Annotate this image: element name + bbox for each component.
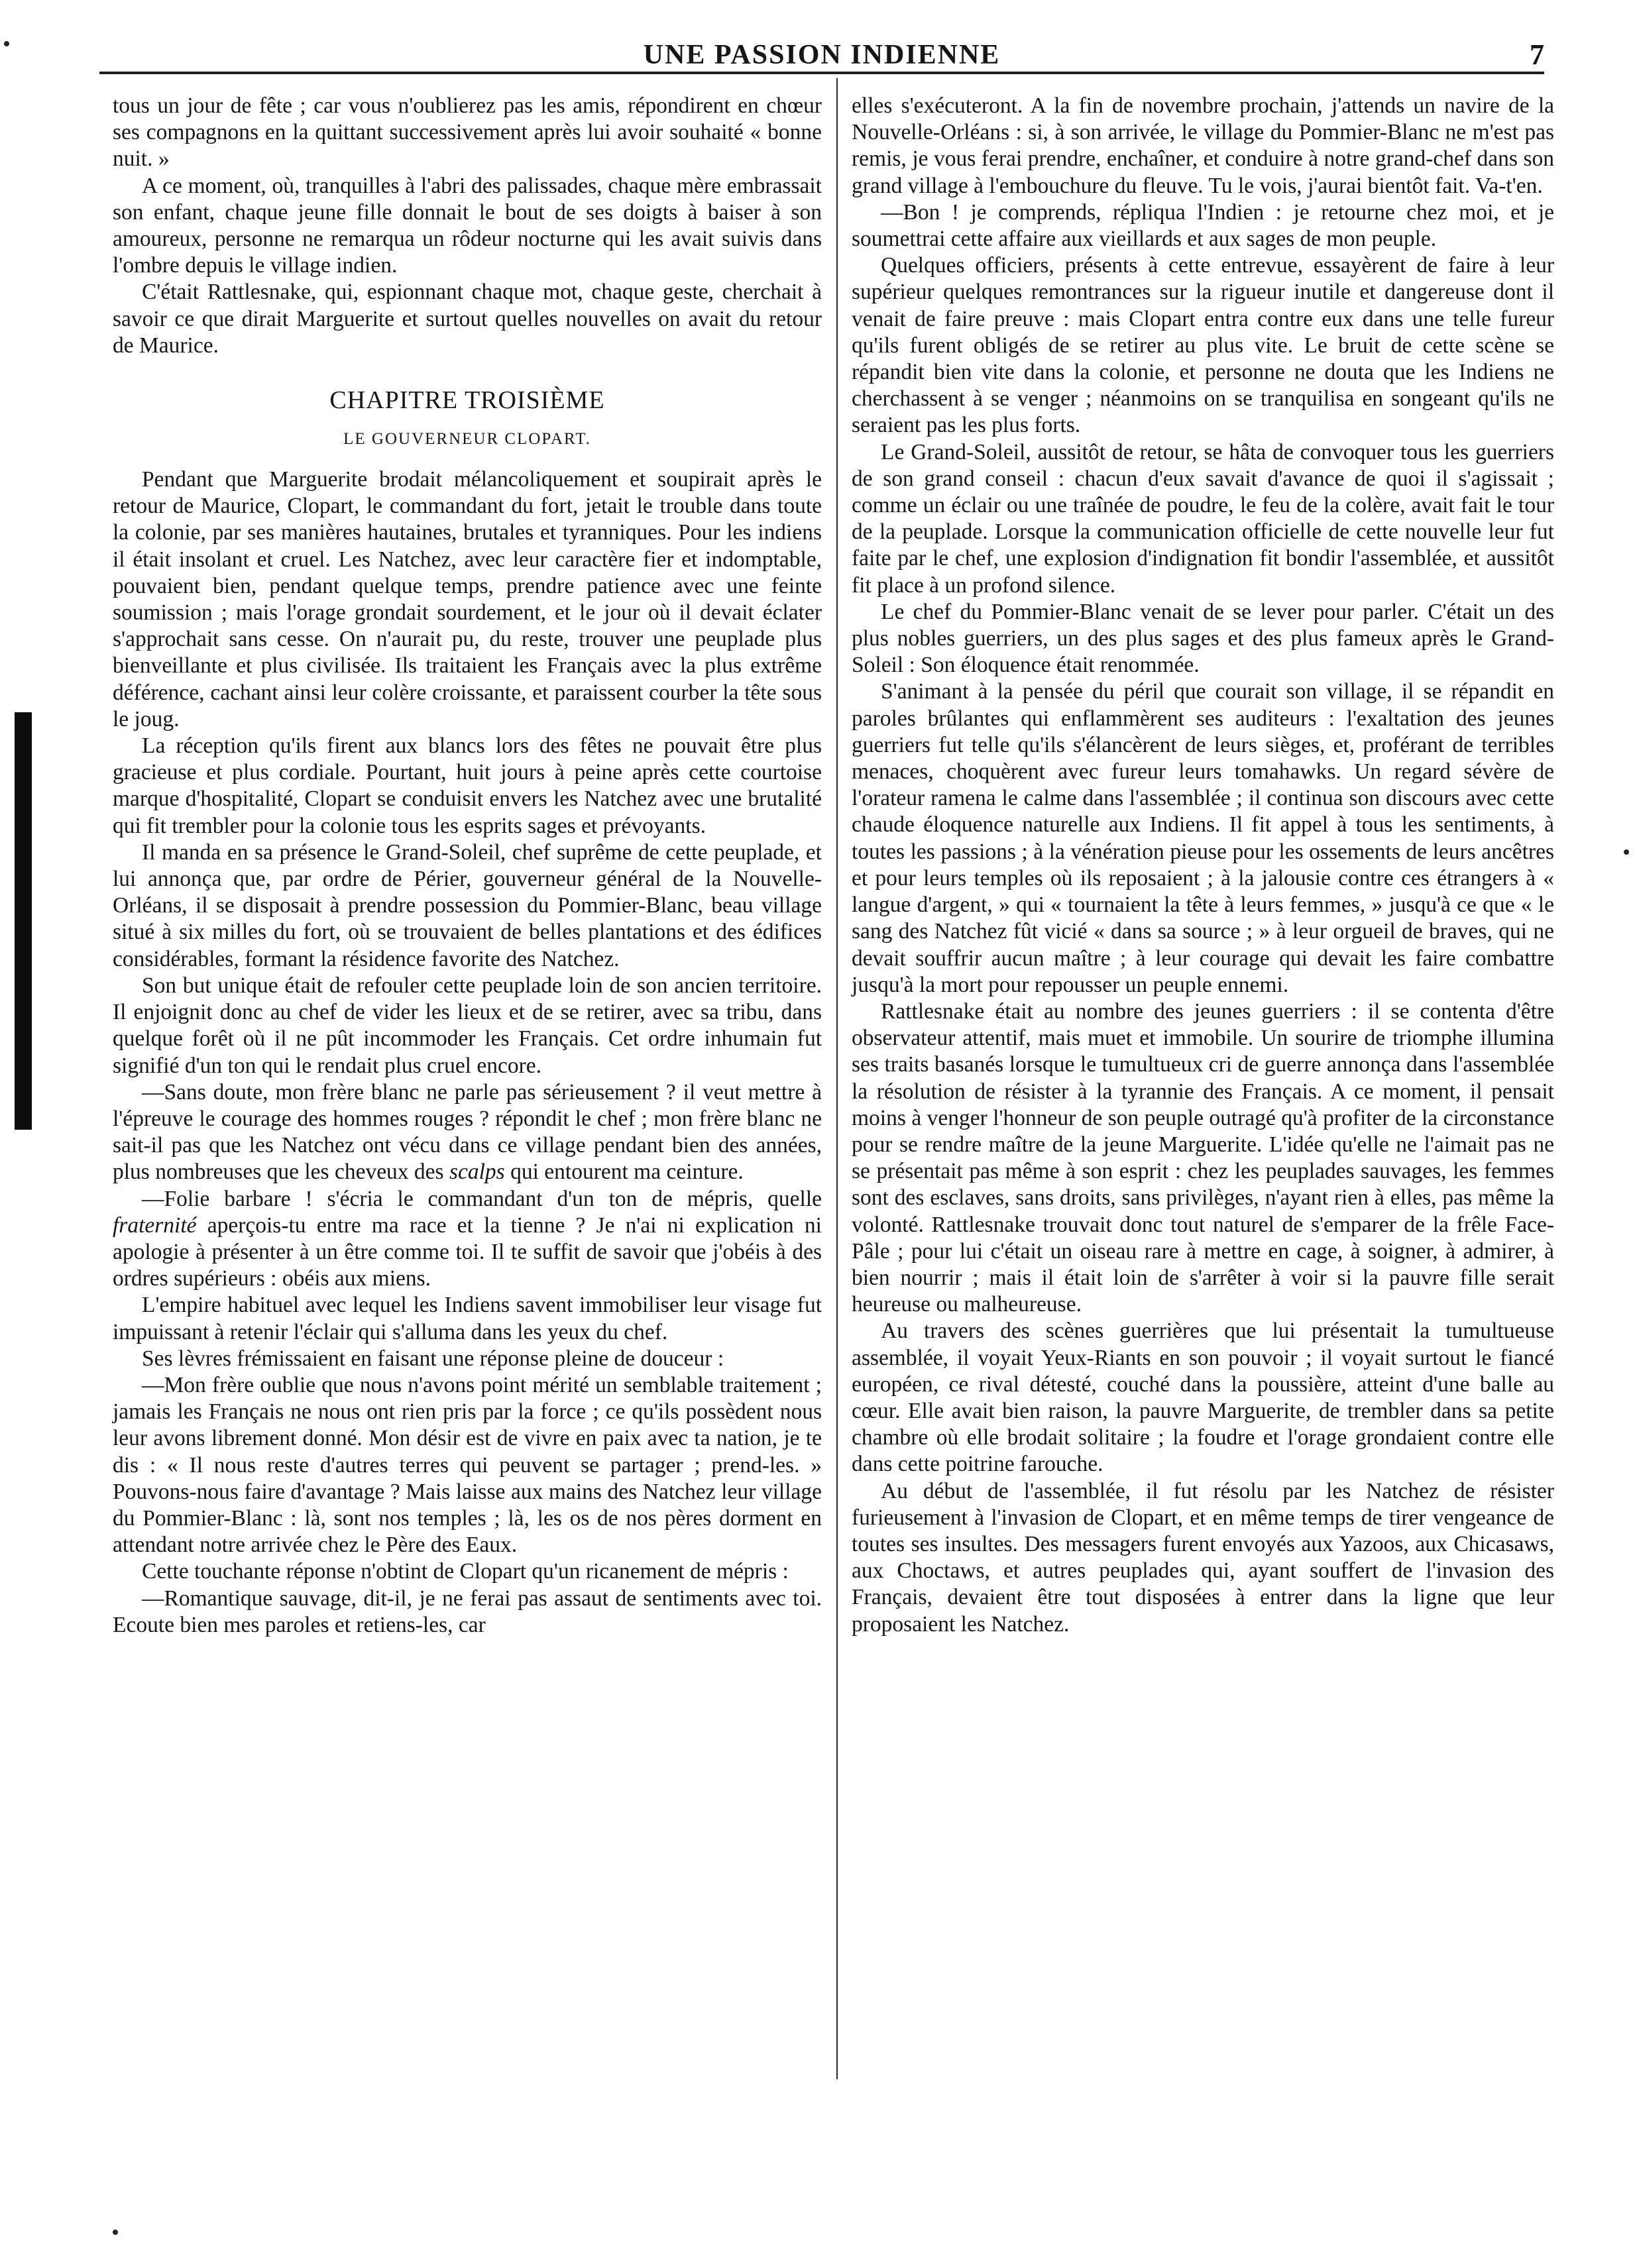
paragraph-text: —Bon ! je comprends, répliqua l'Indien : je retourne chez moi, et je soumettrai cette affaire aux vieillards et aux sages de mon peuple. <box>852 199 1554 252</box>
paragraph-text: —Mon frère oublie que nous n'avons point mérité un semblable traitement ; jamais les Français ne nous ont rien pris par la force ; ce qu'ils possèdent nous leur avons librement donné. Mon désir est de vivre en paix avec ta nation, je te dis : « Il nous reste d'autres terres qui peuvent se partager ; prend-les. » Pouvons-nous faire d'avantage ? Mais laisse aux mains des Natchez leur village du Pommier-Blanc : là, sont nos temples ; là, les os de nos pères dorment en attendant notre arrivée chez le Père des Eaux. <box>113 1372 822 1558</box>
paragraph <box>113 1558 822 1585</box>
page-number: 7 <box>1530 38 1544 71</box>
paragraph-text: qui entourent ma ceinture. <box>504 1160 744 1185</box>
paragraph <box>852 999 1554 1318</box>
left-column <box>113 93 822 1639</box>
italic-word: scalps <box>449 1160 505 1185</box>
paragraph-text: elles s'exécuteront. A la fin de novembre prochain, j'attends un navire de la Nouvelle-Orléans : si, à son arrivée, le village du Pommier-Blanc ne m'est pas remis, je vous ferai prendre, enchaîner, et conduire à notre grand-chef dans son grand village à l'embouchure du fleuve. Tu le vois, j'aurai bientôt fait. Va-t'en. <box>852 93 1554 198</box>
paragraph <box>113 1186 822 1293</box>
running-title: UNE PASSION INDIENNE <box>643 40 1001 70</box>
paragraph-text: Il manda en sa présence le Grand-Soleil, chef suprême de cette peuplade, et lui annonça que, par ordre de Périer, gouverneur général de la Nouvelle-Orléans, il se disposait à prendre possession du Pommier-Blanc, beau village situé à six milles du fort, où se trouvaient de belles plantations et des édifices considérables, formant la résidence favorite des Natchez. <box>113 839 822 971</box>
paragraph-text: Le chef du Pommier-Blanc venait de se lever pour parler. C'était un des plus nobles guerriers, un des plus sages et des plus fameux après le Grand-Soleil : Son éloquence était renommée. <box>852 599 1554 678</box>
paragraph-text: Rattlesnake était au nombre des jeunes guerriers : il se contenta d'être observateur attentif, mais muet et immobile. Un sourire de triomphe illumina ses traits basanés lorsque le tumultueux cri de guerre annonça dans l'assemblée la résolution de résister à la tyrannie des Français. A ce moment, il pensait moins à venger l'honneur de son peuple outragé qu'à profiter de la circonstance pour se rendre maître de la jeune Marguerite. L'idée qu'elle ne l'aimait pas ne se présentait pas même à son esprit : chez les peuplades sauvages, les femmes sont des esclaves, sans droits, sans privilèges, n'ayant rien à elles, pas même la volonté. Rattlesnake trouvait donc tout naturel de s'emparer de la frêle Face-Pâle ; pour lui c'était un oiseau rare à mettre en cage, à soigner, à admirer, à bien nourrir ; mais il était loin de s'arrêter à voir si la pauvre fille serait heureuse ou malheureuse. <box>852 999 1554 1317</box>
paragraph <box>113 466 822 733</box>
left-paragraphs-after <box>113 466 822 1639</box>
paragraph <box>113 733 822 839</box>
italic-word: fraternité <box>113 1213 197 1238</box>
paragraph-text: —Romantique sauvage, dit-il, je ne ferai pas assaut de sentiments avec toi. Ecoute bien mes paroles et retiens-les, car <box>113 1586 822 1637</box>
paragraph <box>852 1478 1554 1638</box>
right-column <box>852 93 1554 1638</box>
paragraph <box>852 93 1554 199</box>
paragraph-text: Au travers des scènes guerrières que lui présentait la tumultueuse assemblée, il voyait Yeux-Riants en son pouvoir ; il voyait surtout le fiancé européen, ce rival détesté, couché dans la poussière, atteint d'une balle au cœur. Elle avait bien raison, la pauvre Marguerite, de trembler dans sa petite chambre où elle brodait solitaire ; la foudre et l'orage grondaient contre elle dans cette poitrine farouche. <box>852 1319 1554 1477</box>
chapter-subtitle: LE GOUVERNEUR CLOPART. <box>343 430 591 449</box>
margin-speck <box>113 2230 118 2235</box>
paragraph <box>113 973 822 1079</box>
paragraph-text: S'animant à la pensée du péril que courait son village, il se répandit en paroles brûlantes qui enflammèrent ses auditeurs : l'exaltation des jeunes guerriers fut telle qu'ils s'élancèrent de leurs sièges, et, proférant de terribles menaces, choquèrent avec fureur leurs tomahawks. Un regard sévère de l'orateur ramena le calme dans l'assemblée ; il continua son discours avec cette chaude éloquence naturelle aux Indiens. Il fit appel à tous les sentiments, à toutes les passions ; à la vénération pieuse pour les ossements de leurs ancêtres et pour leurs temples où ils reposaient ; à la jalousie contre ces étrangers à « langue d'argent, » qui « tournaient la tête à leurs femmes, » jusqu'à ce que « le sang des Natchez fût vicié « dans sa source ; » à leur orgueil de braves, qui ne devait souffrir aucun maître ; à leur courage qui devait les faire combattre jusqu'à la mort pour repousser un peuple ennemi. <box>852 679 1554 997</box>
paragraph <box>852 439 1554 599</box>
paragraph-text: Quelques officiers, présents à cette entrevue, essayèrent de faire à leur supérieur quelques remontrances sur la rigueur inutile et dangereuse dont il venait de faire preuve : mais Clopart entra contre eux dans une telle fureur qu'ils furent obligés de se retirer au plus vite. Le bruit de cette scène se répandit bien vite dans la colonie, et personne ne douta que les Indiens ne cherchassent à se venger ; néanmoins on se tranquilisa en songeant qu'ils ne seraient pas les plus forts. <box>852 253 1554 438</box>
paragraph <box>113 839 822 973</box>
paragraph-text: Au début de l'assemblée, il fut résolu par les Natchez de résister furieusement à l'invasion de Clopart, et en même temps de tirer vengeance de toutes ses insultes. Des messagers furent envoyés aux Yazoos, aux Chicasaws, aux Choctaws, et autres peuplades qui, ayant souffert de l'invasion des Français, devaient être tout disposées à entrer dans la ligne que leur proposaient les Natchez. <box>852 1478 1554 1637</box>
paragraph-text: —Sans doute, mon frère blanc ne parle pas sérieusement ? il veut mettre à l'épreuve le courage des hommes rouges ? répondit le chef ; mon frère blanc ne sait-il pas que les Natchez ont vécu dans ce village pendant bien des années, plus nombreuses que les cheveux des <box>113 1079 822 1185</box>
column-divider <box>836 78 838 2079</box>
paragraph <box>852 199 1554 252</box>
paragraph <box>113 1586 822 1639</box>
margin-ink-bar <box>15 712 32 1130</box>
paragraph-text: C'était Rattlesnake, qui, espionnant chaque mot, chaque geste, cherchait à savoir ce que dirait Marguerite et surtout quelles nouvelles on avait du retour de Maurice. <box>113 280 822 358</box>
paragraph <box>113 1292 822 1345</box>
header-rule <box>99 72 1544 74</box>
paragraph <box>113 1346 822 1372</box>
paragraph-text: L'empire habituel avec lequel les Indiens savent immobiliser leur visage fut impuissant à retenir l'éclair qui s'alluma dans les yeux du chef. <box>113 1293 822 1344</box>
margin-speck <box>1624 849 1629 855</box>
paragraph-text: aperçois-tu entre ma race et la tienne ? Je n'ai ni explication ni apologie à présenter à un être comme toi. Il te suffit de savoir que j'obéis à des ordres supérieurs : obéis aux miens. <box>113 1213 822 1291</box>
paragraph-text: A ce moment, où, tranquilles à l'abri des palissades, chaque mère embrassait son enfant, chaque jeune fille donnait le bout de ses doigts à baiser à son amoureux, personne ne remarqua un rôdeur nocturne qui les avait suivis dans l'ombre depuis le village indien. <box>113 173 822 278</box>
paragraph <box>113 93 822 173</box>
paragraph-text: Ses lèvres frémissaient en faisant une réponse pleine de douceur : <box>142 1346 724 1371</box>
paragraph <box>852 252 1554 439</box>
left-paragraphs-before <box>113 93 822 359</box>
paragraph <box>852 599 1554 679</box>
paragraph-text: Le Grand-Soleil, aussitôt de retour, se hâta de convoquer tous les guerriers de son grand conseil : chacun d'eux savait d'avance de quoi il s'agissait ; comme un éclair ou une traînée de poudre, le feu de la colère, avait fait le tour de la peuplade. Lorsque la communication officielle de cette nouvelle leur fut faite par le chef, une explosion d'indignation fit bondir l'assemblée, et aussitôt fit place à un profond silence. <box>852 439 1554 598</box>
paragraph <box>113 173 822 280</box>
paragraph-text: —Folie barbare ! s'écria le commandant d'un ton de mépris, quelle <box>142 1186 822 1211</box>
paragraph <box>852 678 1554 998</box>
right-paragraphs <box>852 93 1554 1638</box>
paragraph-text: Son but unique était de refouler cette peuplade loin de son ancien territoire. Il enjoignit donc au chef de vider les lieux et de se retirer, avec sa tribu, dans quelque forêt où il ne pût incommoder les Français. Cet ordre inhumain fut signifié d'un ton qui le rendait plus cruel encore. <box>113 973 822 1078</box>
paragraph-text: Pendant que Marguerite brodait mélancoliquement et soupirait après le retour de Maurice, Clopart, le commandant du fort, jetait le trouble dans toute la colonie, par ses manières hautaines, brutales et tyranniques. Pour les indiens il était insolant et cruel. Les Natchez, avec leur caractère fier et indomptable, pouvaient bien, pendant quelque temps, prendre patience avec une feinte soumission ; mais l'orage grondait sourdement, et le jour où il devait éclater s'approchait sans cesse. On n'aurait pu, du reste, trouver une peuplade plus bienveillante et plus civilisée. Ils traitaient les Français avec la plus extrême déférence, cachant ainsi leur colère croissante, et paraissent courber la tête sous le joug. <box>113 467 822 731</box>
paragraph <box>113 1079 822 1186</box>
paragraph <box>113 1372 822 1558</box>
paragraph-text: tous un jour de fête ; car vous n'oublierez pas les amis, répondirent en chœur ses compagnons en la quittant successivement après lui avoir souhaité « bonne nuit. » <box>113 93 822 172</box>
paragraph <box>852 1318 1554 1478</box>
paragraph-text: La réception qu'ils firent aux blancs lors des fêtes ne pouvait être plus gracieuse et plus cordiale. Pourtant, huit jours à peine après cette courtoise marque d'hospitalité, Clopart se conduisit envers les Natchez avec une brutalité qui fit trembler pour la colonie tous les esprits sages et prévoyants. <box>113 733 822 838</box>
paragraph <box>113 279 822 359</box>
chapter-heading: CHAPITRE TROISIÈME <box>329 386 605 415</box>
paragraph-text: Cette touchante réponse n'obtint de Clopart qu'un ricanement de mépris : <box>142 1559 789 1584</box>
margin-speck <box>4 41 9 46</box>
